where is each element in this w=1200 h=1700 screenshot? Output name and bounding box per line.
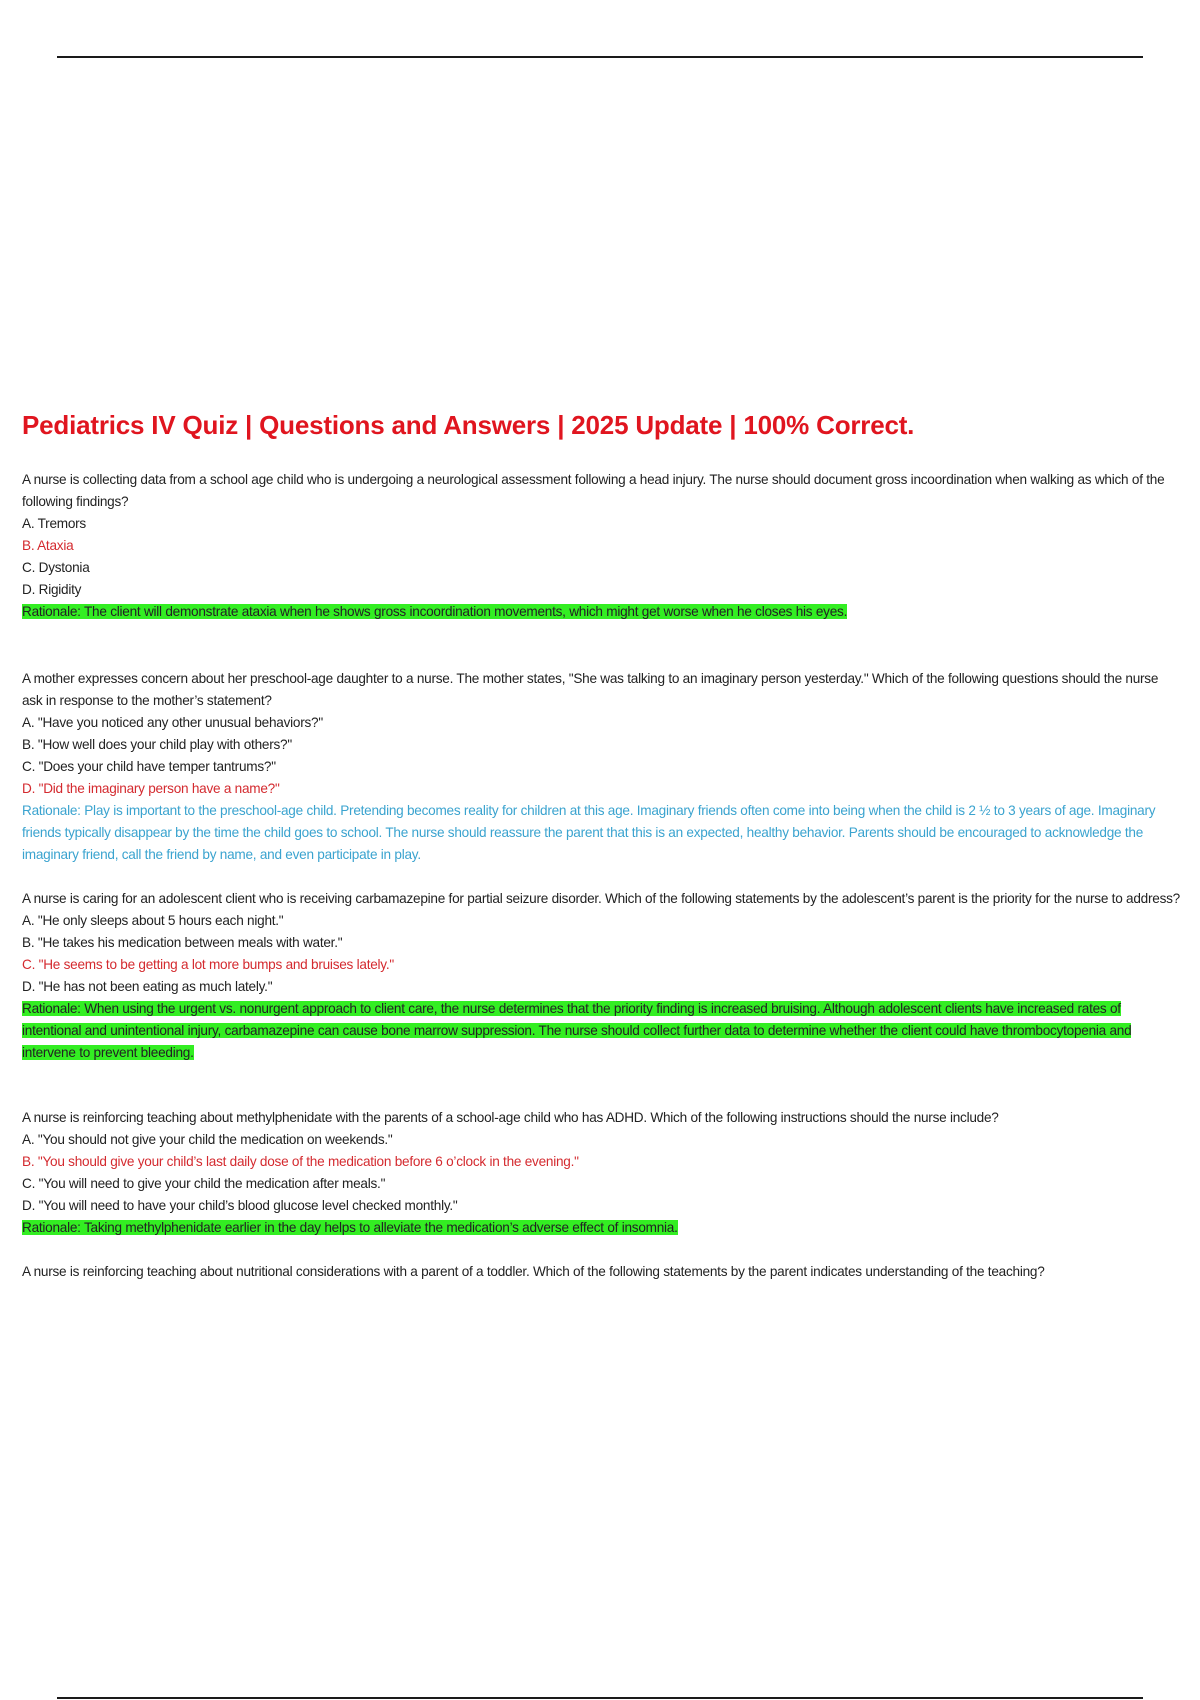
rationale [22, 601, 1182, 623]
question-stem: A nurse is reinforcing teaching about methylphenidate with the parents of a school-age child who has ADHD. Which of the following instructions should the nurse include? [22, 1110, 999, 1125]
option-c: C. Dystonia [22, 560, 90, 575]
question-stem: A nurse is caring for an adolescent client who is receiving carbamazepine for partial seizure disorder. Which of the following statements by the adolescent’s parent is the priority for the nurse to address? [22, 891, 1180, 906]
question-1 [22, 469, 1182, 623]
rationale [22, 998, 1182, 1064]
rationale-text: Rationale: Taking methylphenidate earlier in the day helps to alleviate the medication’s adverse effect of insomnia. [22, 1220, 678, 1235]
question-stem: A nurse is collecting data from a school age child who is undergoing a neurological assessment following a head injury. The nurse should document gross incoordination when walking as which of the following findings? [22, 472, 1165, 509]
option-a: A. "He only sleeps about 5 hours each night." [22, 913, 284, 928]
option-d: D. Rigidity [22, 582, 82, 597]
option-b: B. "He takes his medication between meals with water." [22, 935, 343, 950]
option-b-correct: B. Ataxia [22, 538, 74, 553]
question-stem: A mother expresses concern about her preschool-age daughter to a nurse. The mother states, "She was talking to an imaginary person yesterday." Which of the following questions should the nurse ask in response to the mother’s statement? [22, 671, 1159, 708]
rationale-text: Rationale: When using the urgent vs. nonurgent approach to client care, the nurse determines that the priority finding is increased bruising. Although adolescent clients have increased rates of intentional and unintentional injury, carbamazepine can cause bone marrow suppression. The nurse should collect further data to determine whether the client could have thrombocytopenia and intervene to prevent bleeding. [22, 1001, 1132, 1060]
header-rule [57, 56, 1143, 58]
question-3 [22, 888, 1182, 1064]
option-d-correct: D. "Did the imaginary person have a name?" [22, 781, 280, 796]
option-d: D. "He has not been eating as much lately." [22, 979, 273, 994]
option-c: C. "You will need to give your child the medication after meals." [22, 1176, 386, 1191]
question-5 [22, 1261, 1182, 1283]
option-a: A. "Have you noticed any other unusual behaviors?" [22, 715, 323, 730]
option-a: A. Tremors [22, 516, 86, 531]
document-title: Pediatrics IV Quiz | Questions and Answers | 2025 Update | 100% Correct. [22, 410, 915, 440]
rationale [22, 1217, 1182, 1239]
question-stem: A nurse is reinforcing teaching about nutritional considerations with a parent of a toddler. Which of the following statements by the parent indicates understanding of the teaching? [22, 1264, 1045, 1279]
option-b: B. "How well does your child play with others?" [22, 737, 292, 752]
option-b-correct: B. "You should give your child’s last daily dose of the medication before 6 o’clock in the evening." [22, 1154, 579, 1169]
question-2 [22, 668, 1182, 866]
rationale: Rationale: Play is important to the preschool-age child. Pretending becomes reality for children at this age. Imaginary friends often come into being when the child is 2 ½ to 3 years of age. Imaginary friends typically disappear by the time the child goes to school. The nurse should reassure the parent that this is an expected, healthy behavior. Parents should be encouraged to acknowledge the imaginary friend, call the friend by name, and even participate in play. [22, 803, 1156, 862]
option-c-correct: C. "He seems to be getting a lot more bumps and bruises lately." [22, 957, 394, 972]
option-d: D. "You will need to have your child’s blood glucose level checked monthly." [22, 1198, 458, 1213]
option-a: A. "You should not give your child the medication on weekends." [22, 1132, 393, 1147]
option-c: C. "Does your child have temper tantrums?" [22, 759, 276, 774]
footer-rule [57, 1697, 1143, 1699]
question-4 [22, 1107, 1182, 1239]
rationale-text: Rationale: The client will demonstrate ataxia when he shows gross incoordination movements, which might get worse when he closes his eyes. [22, 604, 848, 619]
